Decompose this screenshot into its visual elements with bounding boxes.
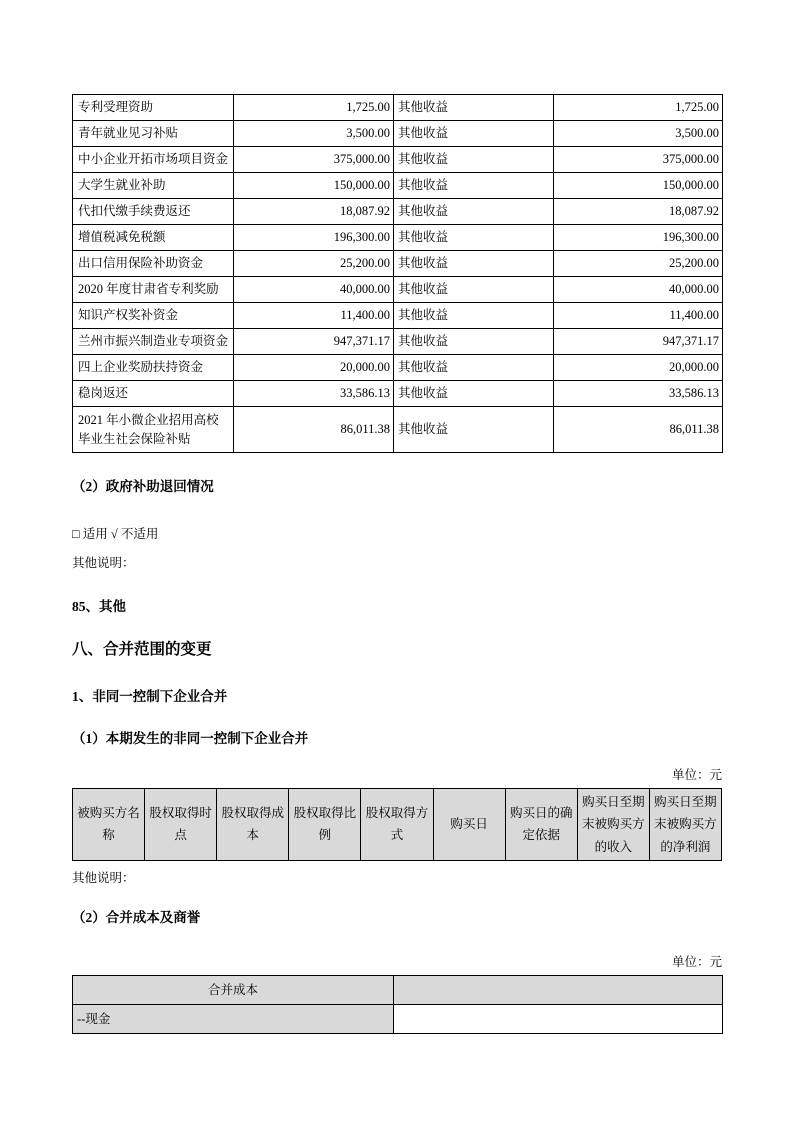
- table-row: [73, 407, 723, 453]
- subsidy-category-cell: 其他收益: [394, 329, 554, 355]
- table-row: [73, 277, 723, 303]
- merger-header-net-profit-since-purchase: 购买日至期末被购买方的净利润: [649, 789, 721, 861]
- merger-header-acquiree-name: 被购买方名称: [73, 789, 145, 861]
- subsidy-category-cell: 其他收益: [394, 407, 554, 453]
- subsidy-amount2-cell: 11,400.00: [554, 303, 723, 329]
- table-row: [73, 147, 723, 173]
- subsidy-amount-cell: 25,200.00: [234, 251, 394, 277]
- chapter-title-merge-scope: 八、合并范围的变更: [72, 641, 212, 658]
- page-content: [72, 94, 722, 1034]
- subsidy-category-cell: 其他收益: [394, 199, 554, 225]
- section-title-merge-cost-goodwill: （2）合并成本及商誉: [72, 909, 201, 925]
- subsidy-amount2-cell: 40,000.00: [554, 277, 723, 303]
- subsidy-category-cell: 其他收益: [394, 381, 554, 407]
- unit-label: 单位：元: [671, 954, 722, 969]
- applicability-line: [72, 524, 722, 542]
- subsidy-amount-cell: 196,300.00: [234, 225, 394, 251]
- subsidy-category-cell: 其他收益: [394, 225, 554, 251]
- subsidy-category-cell: 其他收益: [394, 277, 554, 303]
- not-apply-label: 不适用: [120, 527, 159, 541]
- subsidy-category-cell: 其他收益: [394, 95, 554, 121]
- subsidy-amount-cell: 86,011.38: [234, 407, 394, 453]
- table-row: [73, 121, 723, 147]
- cash-value-cell: [394, 1004, 723, 1033]
- merger-header-equity-ratio: 股权取得比例: [289, 789, 361, 861]
- merger-table: [72, 788, 722, 861]
- subsidy-amount2-cell: 86,011.38: [554, 407, 723, 453]
- subsidy-category-cell: 其他收益: [394, 251, 554, 277]
- check-icon: √: [110, 527, 118, 541]
- subsidy-name-cell: 2020 年度甘肃省专利奖励: [73, 277, 234, 303]
- merger-header-equity-method: 股权取得方式: [361, 789, 433, 861]
- subsidy-amount2-cell: 375,000.00: [554, 147, 723, 173]
- table-row: [73, 303, 723, 329]
- subsidy-category-cell: 其他收益: [394, 173, 554, 199]
- table-row: [73, 95, 723, 121]
- subsidy-name-cell: 中小企业开拓市场项目资金: [73, 147, 234, 173]
- subsidy-amount2-cell: 33,586.13: [554, 381, 723, 407]
- subsidy-name-cell: 代扣代缴手续费返还: [73, 199, 234, 225]
- merge-cost-table: [72, 975, 723, 1034]
- subsidy-name-cell: 稳岗返还: [73, 381, 234, 407]
- merger-header-equity-cost: 股权取得成本: [217, 789, 289, 861]
- subsidy-amount-cell: 33,586.13: [234, 381, 394, 407]
- subsidy-category-cell: 其他收益: [394, 121, 554, 147]
- subsidy-amount2-cell: 25,200.00: [554, 251, 723, 277]
- subsidy-name-cell: 青年就业见习补贴: [73, 121, 234, 147]
- table-header-row: [73, 975, 723, 1004]
- table-row: [73, 173, 723, 199]
- table-row: [73, 329, 723, 355]
- section-title-current-period-combinations: （1）本期发生的非同一控制下企业合并: [72, 731, 309, 746]
- subsidy-category-cell: 其他收益: [394, 147, 554, 173]
- subsidy-name-cell: 四上企业奖励扶持资金: [73, 355, 234, 381]
- table-row: [73, 381, 723, 407]
- subsidy-amount2-cell: 947,371.17: [554, 329, 723, 355]
- table-row: [73, 1004, 723, 1033]
- subsidy-amount-cell: 150,000.00: [234, 173, 394, 199]
- subsidy-amount2-cell: 150,000.00: [554, 173, 723, 199]
- subsidy-amount-cell: 18,087.92: [234, 199, 394, 225]
- section-title-other: 85、其他: [72, 599, 126, 614]
- subsidy-amount2-cell: 196,300.00: [554, 225, 723, 251]
- merger-header-purchase-date-basis: 购买日的确定依据: [505, 789, 577, 861]
- subsidy-amount-cell: 11,400.00: [234, 303, 394, 329]
- section-title-non-common-control: 1、非同一控制下企业合并: [72, 689, 228, 704]
- subsidy-name-cell: 知识产权奖补资金: [73, 303, 234, 329]
- subsidy-name-cell: 增值税减免税额: [73, 225, 234, 251]
- cash-label-cell: --现金: [73, 1004, 394, 1033]
- subsidy-amount2-cell: 1,725.00: [554, 95, 723, 121]
- subsidy-amount-cell: 40,000.00: [234, 277, 394, 303]
- other-note-label: 其他说明：: [72, 870, 135, 885]
- table-row: [73, 225, 723, 251]
- subsidy-name-cell: 出口信用保险补助资金: [73, 251, 234, 277]
- subsidy-amount-cell: 1,725.00: [234, 95, 394, 121]
- merge-cost-header-cell: 合并成本: [73, 975, 394, 1004]
- subsidy-amount-cell: 3,500.00: [234, 121, 394, 147]
- apply-label: 适用: [82, 527, 108, 541]
- subsidy-name-cell: 专利受理资助: [73, 95, 234, 121]
- subsidy-table: [72, 94, 723, 453]
- merge-cost-header-empty-cell: [394, 975, 723, 1004]
- subsidy-amount-cell: 20,000.00: [234, 355, 394, 381]
- subsidy-amount2-cell: 3,500.00: [554, 121, 723, 147]
- other-note-label: 其他说明：: [72, 556, 135, 570]
- table-header-row: [73, 789, 722, 861]
- table-row: [73, 251, 723, 277]
- table-row: [73, 199, 723, 225]
- subsidy-category-cell: 其他收益: [394, 303, 554, 329]
- subsidy-amount2-cell: 18,087.92: [554, 199, 723, 225]
- subsidy-amount-cell: 375,000.00: [234, 147, 394, 173]
- subsidy-name-cell: 兰州市振兴制造业专项资金: [73, 329, 234, 355]
- subsidy-name-cell: 大学生就业补助: [73, 173, 234, 199]
- subsidy-category-cell: 其他收益: [394, 355, 554, 381]
- merger-header-equity-time: 股权取得时点: [145, 789, 217, 861]
- section-title-subsidy-refund: （2）政府补助退回情况: [72, 479, 214, 494]
- merger-header-purchase-date: 购买日: [433, 789, 505, 861]
- merger-header-income-since-purchase: 购买日至期末被购买方的收入: [577, 789, 649, 861]
- subsidy-amount2-cell: 20,000.00: [554, 355, 723, 381]
- table-row: [73, 355, 723, 381]
- subsidy-amount-cell: 947,371.17: [234, 329, 394, 355]
- subsidy-name-cell: 2021 年小微企业招用高校毕业生社会保险补贴: [73, 407, 234, 453]
- unit-label: 单位：元: [671, 768, 722, 782]
- checkbox-icon: □: [72, 527, 80, 541]
